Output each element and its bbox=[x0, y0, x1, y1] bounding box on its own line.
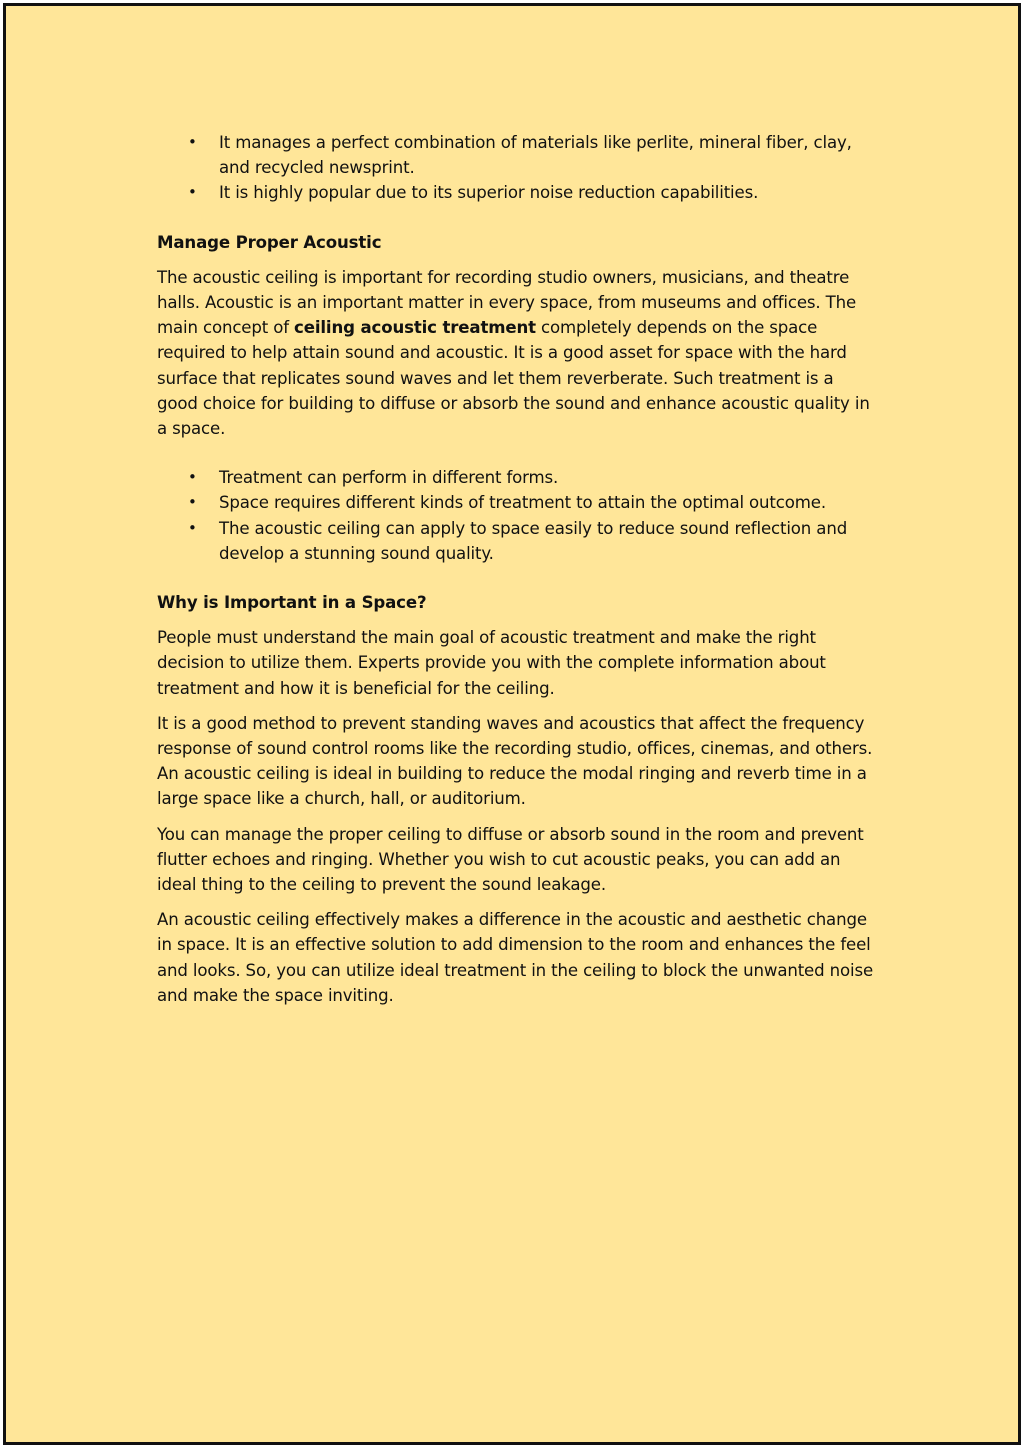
list-item bbox=[157, 180, 877, 205]
bullet-icon: • bbox=[188, 493, 197, 512]
list-item-text: It manages a perfect combination of materials like perlite, mineral fiber, clay, and recycled newsprint. bbox=[219, 133, 852, 178]
paragraph-acoustic-ceiling-importance bbox=[157, 265, 877, 441]
document-page bbox=[3, 3, 1021, 1445]
section-heading-manage-proper-acoustic: Manage Proper Acoustic bbox=[157, 232, 382, 252]
paragraph: An acoustic ceiling effectively makes a difference in the acoustic and aesthetic change in space. It is an effective solution to add dimension to the room and enhances the feel and looks. So, you can utilize ideal treatment in the ceiling to block the unwanted noise and make the space inviting. bbox=[157, 910, 874, 1005]
paragraph-text: completely depends on the space required to help attain sound and acoustic. It is a good asset for space with the hard surface that replicates sound waves and let them reverberate. Such treatment is a good choice for building to diffuse or absorb the sound and enhance acoustic quality in a space. bbox=[157, 318, 870, 439]
list-item-text: Treatment can perform in different forms. bbox=[219, 468, 559, 488]
document-content bbox=[157, 130, 877, 1008]
bullet-icon: • bbox=[188, 183, 197, 202]
bullet-list-treatment bbox=[157, 465, 877, 566]
paragraph-text: The acoustic ceiling is important for recording studio owners, musicians, and theatre halls. Acoustic is an important matter in every space, from museums and offices. The main concept of bbox=[157, 267, 857, 338]
list-item bbox=[157, 490, 877, 515]
bullet-icon: • bbox=[188, 518, 197, 537]
bullet-icon: • bbox=[188, 468, 197, 487]
list-item bbox=[157, 465, 877, 490]
paragraph: You can manage the proper ceiling to diffuse or absorb sound in the room and prevent flutter echoes and ringing. Whether you wish to cut acoustic peaks, you can add an ideal thing to the ceiling to prevent the sound leakage. bbox=[157, 824, 864, 895]
paragraph: It is a good method to prevent standing waves and acoustics that affect the frequency response of sound control rooms like the recording studio, offices, cinemas, and others. An acoustic ceiling is ideal in building to reduce the modal ringing and reverb time in a large space like a church, hall, or auditorium. bbox=[157, 713, 873, 809]
paragraph: People must understand the main goal of acoustic treatment and make the right decision to utilize them. Experts provide you with the complete information about treatment and how it is beneficial for the ceiling. bbox=[157, 628, 826, 698]
bullet-icon: • bbox=[188, 133, 197, 151]
section-heading-why-important: Why is Important in a Space? bbox=[157, 593, 427, 613]
bold-keyword: ceiling acoustic treatment bbox=[294, 318, 536, 338]
list-item bbox=[157, 516, 877, 566]
list-item bbox=[157, 130, 877, 180]
list-item-text: Space requires different kinds of treatment to attain the optimal outcome. bbox=[219, 493, 826, 513]
list-item-text: It is highly popular due to its superior noise reduction capabilities. bbox=[219, 183, 759, 203]
list-item-text: The acoustic ceiling can apply to space easily to reduce sound reflection and develop a stunning sound quality. bbox=[219, 518, 848, 563]
bullet-list-materials bbox=[157, 130, 877, 206]
